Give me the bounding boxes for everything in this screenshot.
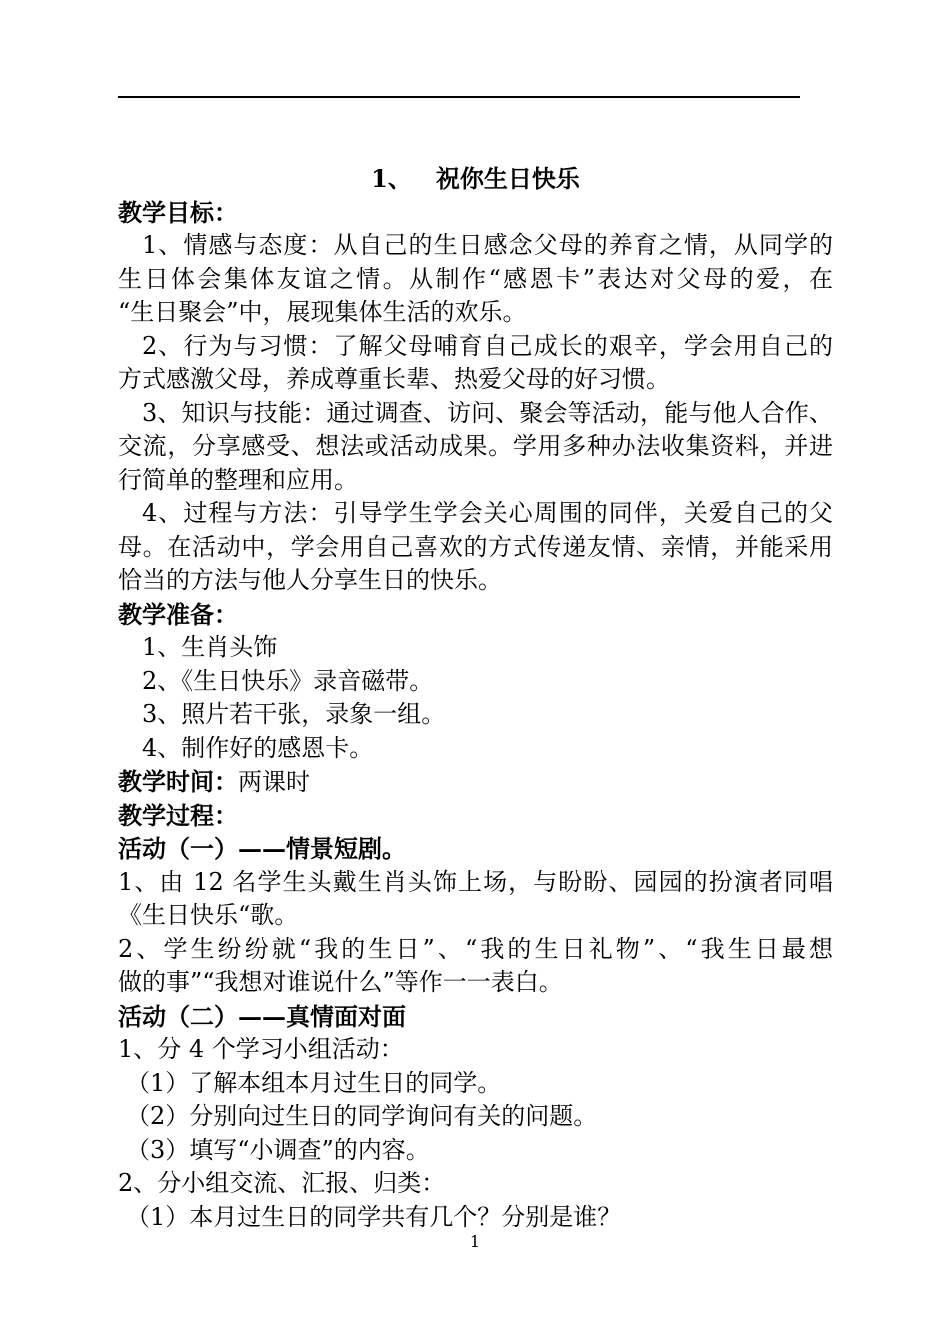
lesson-number: 1、 xyxy=(371,164,412,193)
goals-line: 1、情感与态度：从自己的生日感念父母的养育之情，从同学的 xyxy=(142,231,833,259)
goals-line: 交流，分享感受、想法或活动成果。学用多种办法收集资料，并进 xyxy=(118,432,833,460)
process-heading: 教学过程： xyxy=(118,800,238,830)
activity2-line: （2）分别向过生日的同学询问有关的问题。 xyxy=(126,1102,598,1130)
time-row xyxy=(118,765,833,799)
activity1-line: 1、由 12 名学生头戴生肖头饰上场，与盼盼、园园的扮演者同唱 xyxy=(118,867,833,896)
time-value: 两课时 xyxy=(238,768,310,796)
time-heading: 教学时间： xyxy=(118,767,238,796)
activity1-line: 做的事”“我想对谁说什么”等作一一表白。 xyxy=(118,968,563,996)
prep-item: 4、制作好的感恩卡。 xyxy=(142,733,374,762)
prep-item: 2、《生日快乐》录音磁带。 xyxy=(142,666,434,695)
activity2-line: 1、分 4 个学习小组活动： xyxy=(118,1035,404,1063)
goals-line: 方式感激父母，养成尊重长辈、热爱父母的好习惯。 xyxy=(118,365,670,393)
prep-heading: 教学准备： xyxy=(118,599,238,629)
prep-item: 3、照片若干张，录象一组。 xyxy=(142,700,446,728)
goals-line: 4、过程与方法：引导学生学会关心周围的同伴，关爱自己的父 xyxy=(142,499,833,527)
prep-item: 1、生肖头饰 xyxy=(142,633,278,661)
activity2-heading: 活动（二）——真情面对面 xyxy=(118,1001,406,1031)
header-rule xyxy=(118,96,800,98)
goals-line: 2、行为与习惯：了解父母哺育自己成长的艰辛，学会用自己的 xyxy=(142,331,833,360)
activity1-line: 《生日快乐“歌。 xyxy=(118,901,299,929)
goals-line: 恰当的方法与他人分享生日的快乐。 xyxy=(118,566,502,594)
activity1-heading: 活动（一）——情景短剧。 xyxy=(118,834,406,863)
goals-line: “生日聚会”中，展现集体生活的欢乐。 xyxy=(118,298,527,326)
goals-heading: 教学目标： xyxy=(118,197,238,227)
activity2-line: （3）填写“小调查”的内容。 xyxy=(126,1135,430,1164)
goals-line: 行简单的整理和应用。 xyxy=(118,465,358,494)
activity2-line: 2、分小组交流、汇报、归类： xyxy=(118,1169,446,1197)
goals-line: 3、知识与技能：通过调查、访问、聚会等活动，能与他人合作、 xyxy=(142,398,833,427)
goals-line: 母。在活动中，学会用自己喜欢的方式传递友情、亲情，并能采用 xyxy=(118,532,833,561)
lesson-title xyxy=(118,162,833,196)
goals-line: 生日体会集体友谊之情。从制作“感恩卡”表达对父母的爱，在 xyxy=(118,264,833,293)
document-body xyxy=(118,162,833,1234)
activity1-line: 2、学生纷纷就“我的生日”、“我的生日礼物”、“我生日最想 xyxy=(118,934,833,963)
page-number: 1 xyxy=(469,1232,481,1251)
activity2-line: （1）本月过生日的同学共有几个？分别是谁？ xyxy=(126,1202,622,1231)
lesson-title-text: 祝你生日快乐 xyxy=(435,164,580,193)
activity2-line: （1）了解本组本月过生日的同学。 xyxy=(126,1068,502,1097)
